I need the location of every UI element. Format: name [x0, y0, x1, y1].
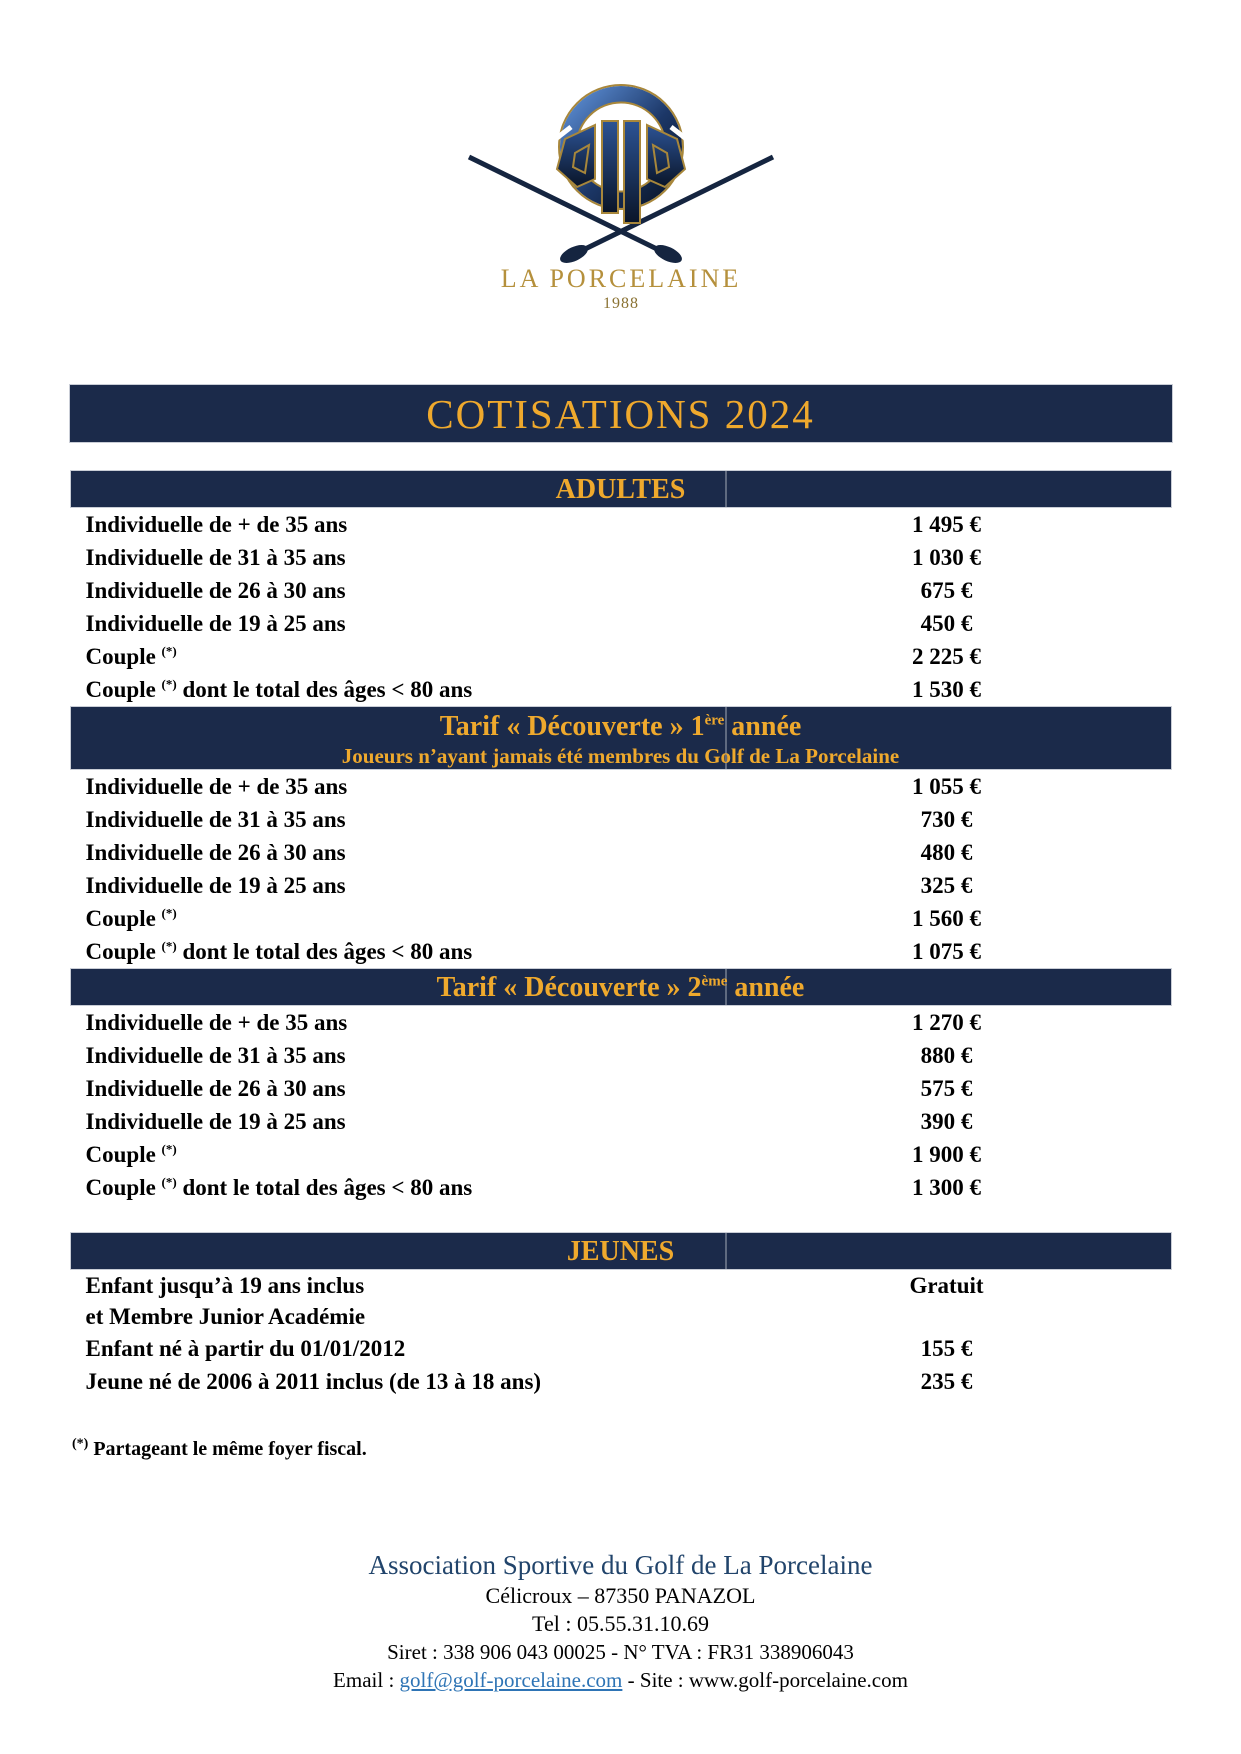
row-price: 1 900 € — [912, 1141, 981, 1167]
table-row — [70, 1171, 1172, 1204]
email-link[interactable]: golf@golf-porcelaine.com — [399, 1668, 623, 1692]
row-label: Individuelle de + de 35 ans — [85, 1009, 348, 1035]
row-price: 1 300 € — [912, 1174, 981, 1200]
row-label: Couple (*) dont le total des âges < 80 ans — [85, 1173, 473, 1200]
section-decouverte-2-rows — [70, 1006, 1172, 1204]
row-label: Individuelle de + de 35 ans — [85, 773, 348, 799]
row-label: Individuelle de 26 à 30 ans — [85, 577, 346, 603]
row-label: Individuelle de 19 à 25 ans — [85, 872, 346, 898]
table-row — [70, 1365, 1172, 1398]
row-price: 1 530 € — [912, 676, 981, 702]
row-label: Individuelle de + de 35 ans — [85, 511, 348, 537]
address-line: Célicroux – 87350 PANAZOL — [485, 1583, 756, 1608]
table-row — [70, 1138, 1172, 1171]
row-price: 480 € — [920, 839, 973, 865]
club-logo-graphic — [461, 65, 781, 310]
row-label: Couple (*) dont le total des âges < 80 ans — [85, 937, 473, 964]
section-title: Tarif « Découverte » 1ère année — [439, 711, 802, 742]
table-row — [70, 836, 1172, 869]
row-price: 1 270 € — [912, 1009, 981, 1035]
logo-year: 1988 — [602, 295, 639, 310]
logo-name: LA PORCELAINE — [500, 264, 741, 293]
table-row — [70, 574, 1172, 607]
footer — [0, 1548, 1241, 1694]
table-row — [70, 1006, 1172, 1039]
row-price: 880 € — [920, 1042, 973, 1068]
table-row — [70, 607, 1172, 640]
row-label: Couple (*) dont le total des âges < 80 ans — [85, 675, 473, 702]
section-decouverte-1-rows — [70, 770, 1172, 968]
footnote — [72, 1438, 1241, 1466]
email-site-line — [0, 1666, 1241, 1694]
footnote-asterisk: (*) — [72, 1436, 89, 1452]
row-price: 155 € — [920, 1335, 973, 1361]
row-label: Couple (*) — [85, 1140, 177, 1167]
section-jeunes-rows — [70, 1270, 1172, 1398]
column-divider — [725, 1233, 727, 1269]
section-title: Tarif « Découverte » 2ème année — [436, 971, 805, 1003]
table-row — [70, 770, 1172, 803]
row-price: 450 € — [920, 610, 973, 636]
club-logo — [0, 0, 1241, 310]
row-label: Individuelle de 31 à 35 ans — [85, 544, 346, 570]
association-name: Association Sportive du Golf de La Porcelaine — [368, 1550, 873, 1580]
pricing-tables — [70, 443, 1172, 1398]
row-label: Jeune né de 2006 à 2011 inclus (de 13 à 18 ans) — [85, 1368, 542, 1394]
section-adultes-rows — [70, 508, 1172, 706]
row-price: Gratuit — [909, 1273, 984, 1298]
row-label: Enfant né à partir du 01/01/2012 — [85, 1335, 406, 1361]
row-label: Individuelle de 19 à 25 ans — [85, 610, 346, 636]
row-price: 575 € — [920, 1075, 973, 1101]
title-banner — [69, 384, 1173, 443]
row-label: Individuelle de 26 à 30 ans — [85, 839, 346, 865]
row-label: Couple (*) — [85, 642, 177, 669]
section-subtitle: Joueurs n’ayant jamais été membres du Golf de La Porcelaine — [341, 744, 900, 768]
row-price: 235 € — [920, 1368, 973, 1394]
row-label: Enfant jusqu’à 19 ans inclus et Membre Junior Académie — [85, 1273, 366, 1329]
row-label: Individuelle de 26 à 30 ans — [85, 1075, 346, 1101]
column-divider — [725, 471, 727, 507]
table-row — [70, 803, 1172, 836]
footnote-text: Partageant le même foyer fiscal. — [88, 1438, 367, 1460]
section-header-decouverte-2 — [70, 968, 1172, 1006]
table-row — [70, 1105, 1172, 1138]
email-label: Email : — [333, 1668, 400, 1692]
row-price: 390 € — [920, 1108, 973, 1134]
section-header-decouverte-1 — [70, 706, 1172, 770]
row-price: 730 € — [920, 806, 973, 832]
row-label: Individuelle de 19 à 25 ans — [85, 1108, 346, 1134]
table-row — [70, 508, 1172, 541]
golf-clubs-icon — [469, 157, 773, 267]
row-label: Individuelle de 31 à 35 ans — [85, 806, 346, 832]
section-header-jeunes — [70, 1232, 1172, 1270]
table-row — [70, 541, 1172, 574]
table-row — [70, 1039, 1172, 1072]
row-price: 1 055 € — [912, 773, 981, 799]
row-label: Couple (*) — [85, 904, 177, 931]
row-price: 325 € — [920, 872, 973, 898]
row-price: 675 € — [920, 577, 973, 603]
table-row — [70, 1072, 1172, 1105]
table-row — [70, 1270, 1172, 1332]
row-label: Individuelle de 31 à 35 ans — [85, 1042, 346, 1068]
page-title: COTISATIONS 2024 — [426, 390, 815, 437]
site-label: - Site : www.golf-porcelaine.com — [622, 1668, 908, 1692]
table-row — [70, 1332, 1172, 1365]
row-price: 2 225 € — [912, 643, 981, 669]
table-row — [70, 673, 1172, 706]
row-price: 1 075 € — [912, 938, 981, 964]
section-title: ADULTES — [555, 473, 686, 505]
siret-tva-line: Siret : 338 906 043 00025 - N° TVA : FR31 338906043 — [387, 1640, 854, 1664]
section-header-adultes — [70, 470, 1172, 508]
phone-line: Tel : 05.55.31.10.69 — [532, 1611, 709, 1636]
table-row — [70, 640, 1172, 673]
section-title: JEUNES — [566, 1235, 675, 1267]
row-price: 1 030 € — [912, 544, 981, 570]
table-row — [70, 935, 1172, 968]
table-row — [70, 869, 1172, 902]
table-row — [70, 902, 1172, 935]
row-price: 1 560 € — [912, 905, 981, 931]
row-price: 1 495 € — [912, 511, 981, 537]
